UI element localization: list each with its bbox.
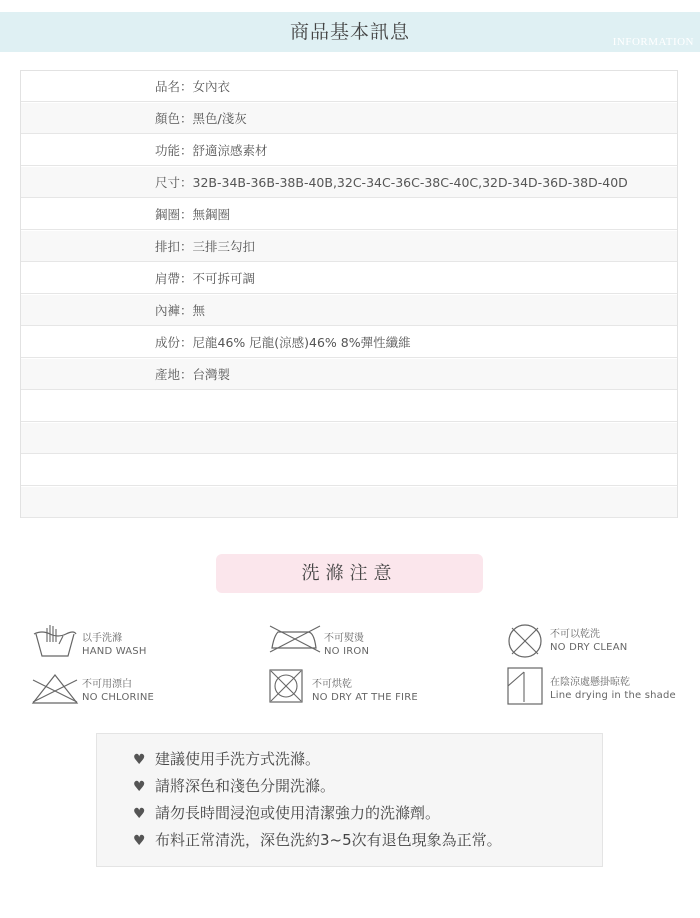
care-note-text: 布料正常清洗，深色洗約3~5次有退色現象為正常。 xyxy=(155,831,502,849)
info-row-text: 產地：台灣製 xyxy=(155,367,231,382)
info-row-text: 排扣：三排三勾扣 xyxy=(155,239,256,254)
care-item-en: NO DRY AT THE FIRE xyxy=(312,692,418,703)
page-subtitle: INFORMATION xyxy=(612,36,694,48)
care-item-no-tumble-dry xyxy=(268,668,478,708)
heart-icon: ♥ xyxy=(133,806,146,822)
info-row xyxy=(21,167,677,198)
heart-icon: ♥ xyxy=(133,833,146,849)
info-row xyxy=(21,135,677,166)
page-title: 商品基本訊息 xyxy=(289,21,410,43)
care-item-zh: 不可烘乾 xyxy=(312,679,352,690)
info-row xyxy=(21,71,677,102)
no-dry-clean-icon xyxy=(506,622,544,660)
care-item-zh: 不可以乾洗 xyxy=(550,629,600,640)
info-row xyxy=(21,391,677,422)
info-row xyxy=(21,263,677,294)
info-row xyxy=(21,487,677,518)
info-row-text: 尺寸：32B-34B-36B-38B-40B,32C-34C-36C-38C-40C,32D-34D-36D-38D-40D xyxy=(155,175,628,190)
info-row xyxy=(21,327,677,358)
care-note-text: 建議使用手洗方式洗滌。 xyxy=(155,750,321,768)
no-iron-icon xyxy=(268,624,322,654)
care-item-no-iron xyxy=(268,624,468,662)
info-row-text: 顏色：黑色/淺灰 xyxy=(155,111,247,126)
info-row xyxy=(21,423,677,454)
care-item-zh: 不可熨燙 xyxy=(324,633,364,644)
no-tumble-dry-icon xyxy=(268,668,304,704)
care-note xyxy=(133,800,440,826)
care-note xyxy=(133,746,320,772)
heart-icon: ♥ xyxy=(133,779,146,795)
care-item-en: Line drying in the shade xyxy=(550,690,676,701)
care-item-hand-wash xyxy=(30,620,230,662)
care-item-en: NO CHLORINE xyxy=(82,692,155,703)
info-row xyxy=(21,295,677,326)
line-dry-shade-icon xyxy=(506,666,544,706)
care-item-en: NO IRON xyxy=(324,646,370,657)
care-note xyxy=(133,773,335,799)
info-row xyxy=(21,199,677,230)
info-row-text: 肩帶：不可拆可調 xyxy=(155,271,256,286)
heart-icon: ♥ xyxy=(133,752,146,768)
care-item-en: NO DRY CLEAN xyxy=(550,642,628,653)
care-note xyxy=(133,827,502,853)
info-row-text: 鋼圈：無鋼圈 xyxy=(155,207,231,222)
info-row-text: 品名：女內衣 xyxy=(155,79,231,94)
care-item-zh: 以手洗滌 xyxy=(82,633,122,644)
info-row xyxy=(21,359,677,390)
care-item-no-dry-clean xyxy=(506,622,696,662)
info-row-text: 功能：舒適涼感素材 xyxy=(155,143,268,158)
info-row xyxy=(21,103,677,134)
care-note-text: 請將深色和淺色分開洗滌。 xyxy=(155,777,336,795)
info-row xyxy=(21,231,677,262)
care-item-no-chlorine xyxy=(30,672,230,708)
care-note-text: 請勿長時間浸泡或使用清潔強力的洗滌劑。 xyxy=(155,804,441,822)
care-item-zh: 不可用漂白 xyxy=(82,679,132,690)
info-row xyxy=(21,455,677,486)
care-item-line-dry-shade xyxy=(506,666,696,708)
care-notes-box xyxy=(96,733,603,867)
hand-wash-icon xyxy=(30,620,78,660)
info-row-text: 成份：尼龍46% 尼龍(涼感)46% 8%彈性纖維 xyxy=(155,335,411,350)
care-item-en: HAND WASH xyxy=(82,646,147,657)
no-chlorine-icon xyxy=(30,672,80,706)
care-item-zh: 在陰涼處懸掛晾乾 xyxy=(550,677,630,688)
product-info-table xyxy=(20,70,678,518)
info-row-text: 內褲：無 xyxy=(155,303,206,318)
care-section-title: 洗滌注意 xyxy=(216,554,483,593)
